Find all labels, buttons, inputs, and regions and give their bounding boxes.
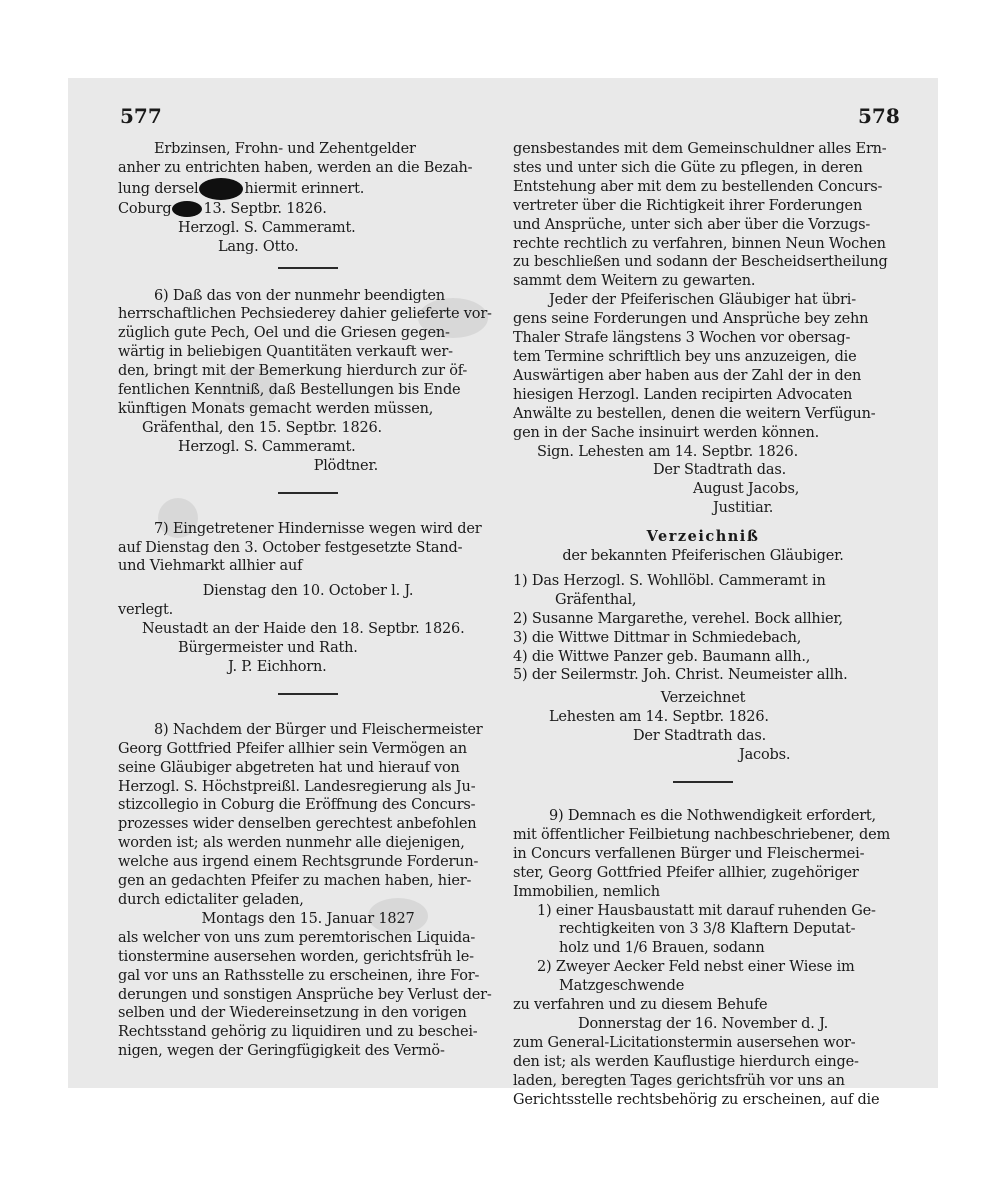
text-line: Entstehung aber mit dem zu bestellenden Concurs- [513, 178, 883, 195]
property-item: 1) einer Hausbaustatt mit darauf ruhenden Ge- [537, 902, 876, 919]
list-heading: Verzeichniß [646, 528, 760, 546]
text-line: lung dersel hiermit erinnert. [118, 178, 498, 200]
text-line: 6) Daß das von der nunmehr beendigten [154, 287, 445, 304]
text-line: Thaler Strafe längstens 3 Wochen vor obersag- [513, 330, 851, 347]
text-line: künftigen Monats gemacht werden müssen, [118, 400, 434, 417]
text-line: durch edictaliter geladen, [118, 892, 304, 908]
list-item: 4) die Wittwe Panzer geb. Baumann allh., [513, 648, 811, 665]
section-divider [278, 693, 338, 695]
market-date: Dienstag den 10. October l. J. [202, 583, 414, 600]
signature-office: Herzogl. S. Cammeramt. [178, 219, 356, 236]
text-line: den ist; als werden Kauflustige hierdurch einge- [513, 1053, 859, 1070]
signature-names: August Jacobs, [693, 481, 800, 498]
list-item: 5) der Seilermstr. Joh. Christ. Neumeister allh. [513, 667, 848, 684]
signature-names: Plödtner. [313, 457, 378, 474]
notice-8-continuation [513, 140, 893, 518]
list-item: 2) Susanne Margarethe, verehel. Bock allhier, [513, 610, 843, 627]
notice-7 [118, 520, 498, 677]
place-date: Coburg 13. Septbr. 1826. [118, 200, 327, 217]
text-line: Erbzinsen, Frohn- und Zehentgelder [154, 141, 416, 157]
text-line: und Ansprüche, unter sich aber über die Vorzugs- [513, 216, 871, 233]
text-line: Auswärtigen aber haben aus der Zahl der in den [513, 367, 862, 384]
left-column [118, 140, 498, 1061]
page-number-left: 577 [120, 104, 162, 128]
text-line: vertreter über die Richtigkeit ihrer Forderungen [513, 197, 863, 214]
text-line: zum General-Licitationstermin ausersehen wor- [513, 1034, 856, 1051]
section-divider [278, 267, 338, 269]
place-date: Sign. Lehesten am 14. Septbr. 1826. [537, 443, 798, 460]
text-line: Jeder der Pfeiferischen Gläubiger hat übri- [549, 292, 856, 309]
text-line: Georg Gottfried Pfeifer allhier sein Vermögen an [118, 740, 467, 757]
signature-office: Bürgermeister und Rath. [178, 640, 358, 657]
text-line: als welcher von uns zum peremtorischen Liquida- [118, 929, 476, 946]
signature-names: J. P. Eichhorn. [228, 658, 327, 675]
section-divider [673, 781, 733, 783]
text-line: gal vor uns an Rathsstelle zu erscheinen, ihre For- [118, 967, 480, 984]
text-line: gen in der Sache insinuirt werden können. [513, 424, 820, 441]
ink-blot [172, 201, 202, 217]
text-line: seine Gläubiger abgetreten hat und hierauf von [118, 759, 460, 776]
text-line: worden ist; als werden nunmehr alle diejenigen, [118, 835, 465, 852]
text-line: mit öffentlicher Feilbietung nachbeschriebener, dem [513, 826, 891, 843]
text-line: in Concurs verfallenen Bürger und Fleischermei- [513, 845, 865, 862]
text-line: laden, beregten Tages gerichtsfrüh vor uns an [513, 1072, 845, 1089]
place-date: Lehesten am 14. Septbr. 1826. [549, 709, 769, 726]
text-line: den, bringt mit der Bemerkung hierdurch zur öf- [118, 363, 468, 380]
text-line: Anwälte zu bestellen, denen die weitern Verfügun- [513, 405, 876, 422]
text-line: selben und der Wiedereinsetzung in den vorigen [118, 1005, 467, 1022]
text-line: tem Termine schriftlich bey uns anzuzeigen, die [513, 348, 857, 365]
signature-office: Der Stadtrath das. [653, 462, 786, 479]
text-line: anher zu entrichten haben, werden an die Bezah- [118, 159, 473, 176]
text-line: gens seine Forderungen und Ansprüche bey zehn [513, 311, 869, 328]
page-number-right: 578 [858, 104, 900, 128]
text-line: welche aus irgend einem Rechtsgrunde Forderun- [118, 854, 479, 871]
property-item: 2) Zweyer Aecker Feld nebst einer Wiese im [537, 959, 855, 976]
notice-9 [513, 807, 893, 1110]
text-line: gensbestandes mit dem Gemeinschuldner alles Ern- [513, 141, 887, 157]
section-divider [278, 492, 338, 494]
place-date: Gräfenthal, den 15. Septbr. 1826. [142, 419, 382, 436]
text-line: Immobilien, nemlich [513, 883, 660, 900]
text-line: derungen und sonstigen Ansprüche bey Verlust der- [118, 986, 492, 1003]
text-line: Rechtsstand gehörig zu liquidiren und zu beschei- [118, 1024, 478, 1041]
text-line: nigen, wegen der Geringfügigkeit des Vermö- [118, 1043, 445, 1060]
text-line: fentlichen Kenntniß, daß Bestellungen bis Ende [118, 382, 461, 399]
text-line: züglich gute Pech, Oel und die Griesen gegen- [118, 325, 450, 342]
text-line: zu verfahren und zu diesem Behufe [513, 997, 768, 1014]
signature-title: Justitiar. [713, 500, 774, 517]
text-line: hiesigen Herzogl. Landen recipirten Advocaten [513, 386, 853, 403]
text-line: verlegt. [118, 602, 174, 619]
text-line: tionstermine ausersehen worden, gerichtsfrüh le- [118, 948, 474, 965]
ink-blot [199, 178, 243, 200]
property-item-continuation: Matzgeschwende [559, 978, 685, 995]
text-line: zu beschließen und sodann der Bescheidsertheilung [513, 254, 888, 271]
text-line: gen an gedachten Pfeifer zu machen haben, hier- [118, 873, 472, 890]
text-line: stes und unter sich die Güte zu pflegen, in deren [513, 159, 863, 176]
place-date: Neustadt an der Haide den 18. Septbr. 1826. [142, 621, 465, 638]
text-line: sammt dem Weitern zu gewarten. [513, 273, 756, 290]
notice-6 [118, 287, 498, 476]
text-line: und Viehmarkt allhier auf [118, 558, 303, 575]
text-line: 7) Eingetretener Hindernisse wegen wird der [154, 520, 482, 537]
text-line: Gerichtsstelle rechtsbehörig zu erscheinen, auf die [513, 1091, 880, 1108]
notice-5-continuation [118, 140, 498, 257]
text-line: rechte rechtlich zu verfahren, binnen Neun Wochen [513, 235, 886, 252]
text-line: Herzogl. S. Höchstpreißl. Landesregierung als Ju- [118, 778, 476, 795]
property-item-continuation: rechtigkeiten von 3 3/8 Klaftern Deputat- [559, 921, 856, 938]
text-line: wärtig in beliebigen Quantitäten verkauft wer- [118, 344, 453, 361]
list-item: 1) Das Herzogl. S. Wohllöbl. Cammeramt in [513, 572, 826, 589]
signature-names: Jacobs. [739, 747, 791, 764]
text-line: ster, Georg Gottfried Pfeifer allhier, zugehöriger [513, 864, 859, 881]
right-column [513, 140, 893, 1110]
text-line: herrschaftlichen Pechsiederey dahier gelieferte vor- [118, 306, 492, 323]
creditor-list [513, 528, 893, 765]
text-line: prozesses wider denselben gerechtest anbefohlen [118, 816, 477, 833]
signature-office: Herzogl. S. Cammeramt. [178, 438, 356, 455]
text-line: 8) Nachdem der Bürger und Fleischermeister [154, 721, 483, 738]
property-item-continuation: holz und 1/6 Brauen, sodann [559, 940, 765, 957]
notice-8 [118, 721, 498, 1061]
list-item: 3) die Wittwe Dittmar in Schmiedebach, [513, 629, 802, 646]
signature-names: Lang. Otto. [218, 238, 299, 255]
list-subheading: der bekannten Pfeiferischen Gläubiger. [562, 548, 844, 565]
text-line: stizcollegio in Coburg die Eröffnung des Concurs- [118, 797, 476, 814]
text-line: 9) Demnach es die Nothwendigkeit erfordert, [549, 808, 876, 824]
liquidation-date: Montags den 15. Januar 1827 [201, 910, 415, 927]
list-item-continuation: Gräfenthal, [555, 591, 637, 608]
list-closing: Verzeichnet [660, 690, 746, 707]
signature-office: Der Stadtrath das. [633, 728, 766, 745]
auction-date: Donnerstag der 16. November d. J. [578, 1015, 828, 1032]
text-line: auf Dienstag den 3. October festgesetzte Stand- [118, 539, 463, 556]
